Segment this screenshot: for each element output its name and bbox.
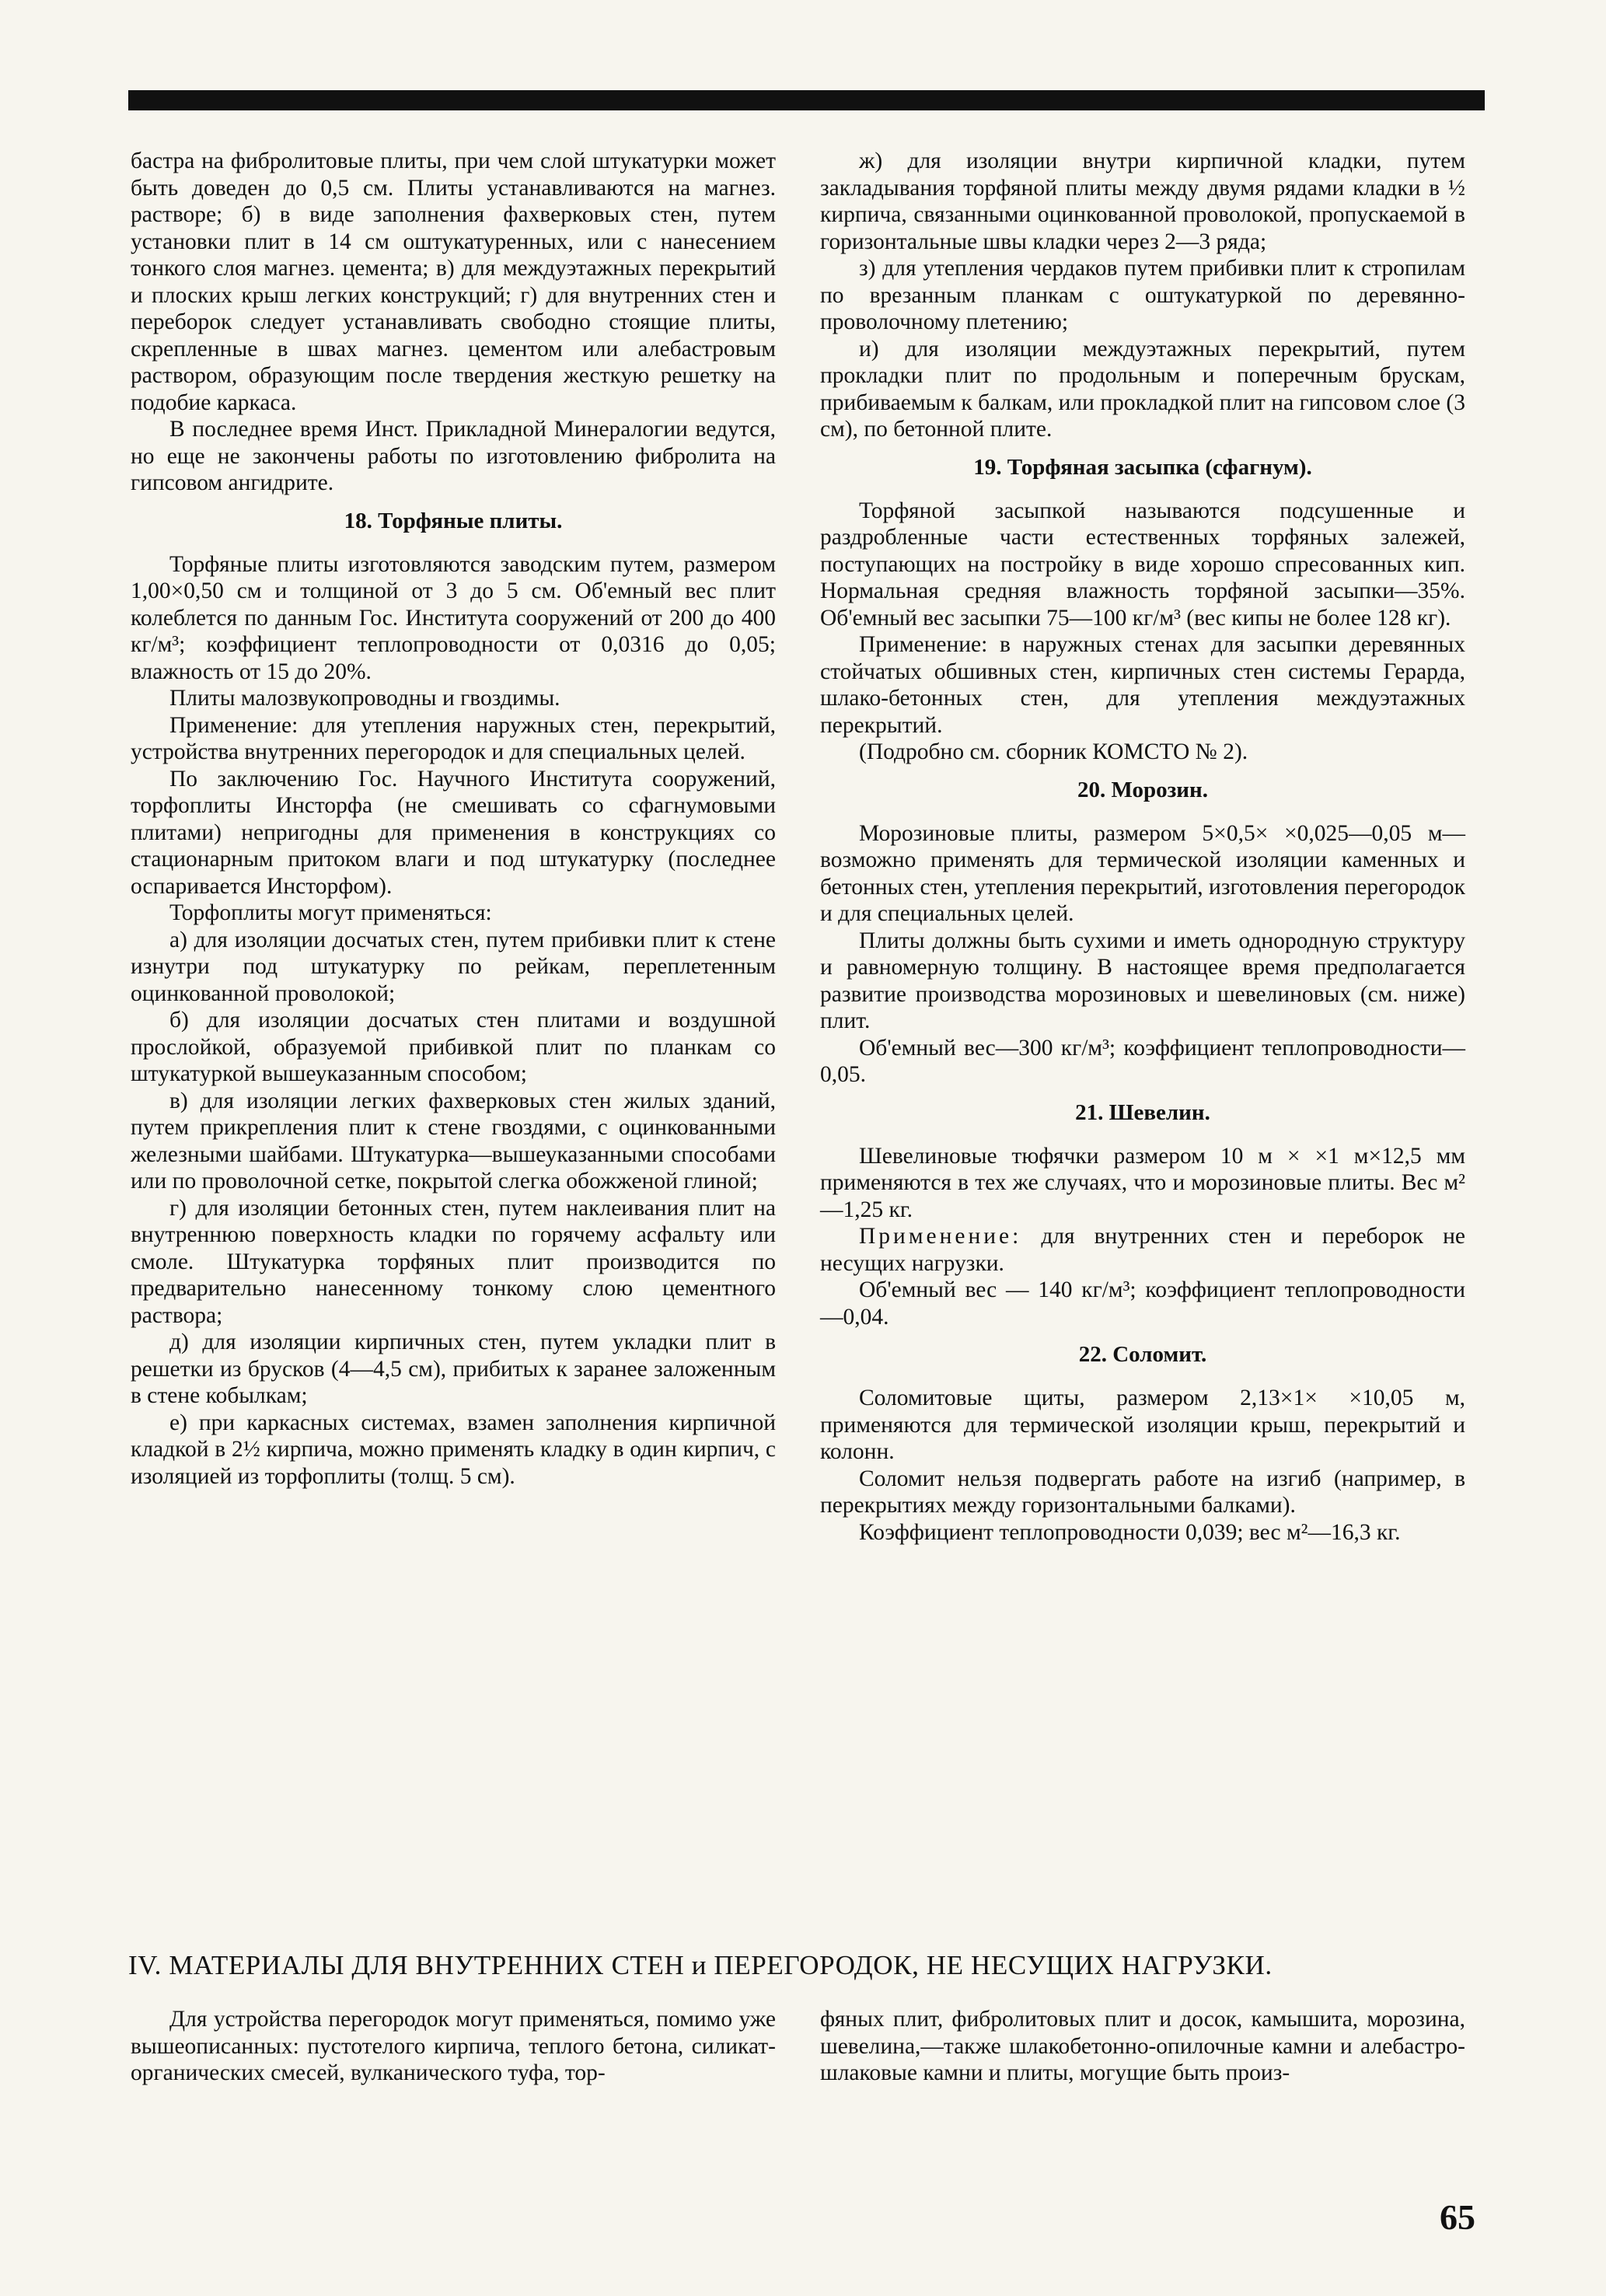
paragraph: бастра на фибролитовые плиты, при чем слой штукатурки может быть доведен до 0,5 см. Плиты устанавливаются на магнез. растворе; б) в виде заполнения фахверковых стен, путем установки плит в 14 см оштукатуренных, или с нанесением тонкого слоя магнез. цемента; в) для междуэтажных перекрытий и плоских крыш легких конструкций; г) для внутренних стен и переборок следует устанавливать свободно стоящие плиты, скрепленные в швах магнез. цементом или алебастровым раствором, образующим после твердения жесткую решетку на подобие каркаса. (131, 149, 776, 415)
paragraph: и) для изоляции междуэтажных перекрытий, путем прокладки плит по продольным и поперечным брускам, прибиваемым к балкам, или прокладкой плит на гипсовом слое (3 см), по бетонной плите. (820, 336, 1465, 442)
left-column (131, 148, 776, 1490)
paragraph: Применение: для утепления наружных стен, перекрытий, устройства внутренних перегородок и для специальных целей. (131, 712, 776, 764)
paragraph: Торфоплиты могут применяться: (169, 900, 492, 925)
section-heading: IV. МАТЕРИАЛЫ ДЛЯ ВНУТРЕННИХ СТЕН и ПЕРЕГОРОДОК, НЕ НЕСУЩИХ НАГРУЗКИ. (128, 1950, 1273, 1980)
paragraph: Коэффициент теплопроводности 0,039; вес м²—16,3 кг. (859, 1519, 1401, 1545)
paragraph: Плиты малозвукопроводны и гвоздимы. (169, 686, 560, 711)
paragraph: Применение: в наружных стенах для засыпки деревянных стойчатых обшивных стен, кирпичных стен системы Герарда, шлако-бетонных стен, для утепления междуэтажных перекрытий. (820, 632, 1465, 738)
paragraph: ж) для изоляции внутри кирпичной кладки, путем закладывания торфяной плиты между двумя рядами кладки в ½ кирпича, связанными оцинкованной проволокой, пропускаемой в горизонтальные швы кладки через 2—3 ряда; (820, 149, 1465, 254)
section-subheading: 21. Шевелин. (1075, 1099, 1210, 1125)
page-number: 65 (1440, 2197, 1475, 2237)
paragraph: з) для утепления чердаков путем прибивки плит к стропилам по врезанным планкам с оштукатуркой по деревянно-проволочному плетению; (820, 256, 1465, 334)
top-rule (128, 90, 1485, 110)
paragraph: Об'емный вес — 140 кг/м³; коэффициент теплопроводности—0,04. (820, 1277, 1465, 1330)
paragraph: (Подробно см. сборник КОМСТО № 2). (859, 739, 1248, 764)
paragraph: Для устройства перегородок могут применяться, помимо уже вышеописанных: пустотелого кирпича, теплого бетона, силикат-органических смесей, вулканического туфа, тор- (131, 2007, 776, 2085)
bottom-right-paragraph (820, 2006, 1465, 2087)
paragraph: д) для изоляции кирпичных стен, путем укладки плит в решетки из брусков (4—4,5 см), прибитых к заранее заложенным в стене кобылкам; (131, 1330, 776, 1408)
paragraph: Морозиновые плиты, размером 5×0,5× ×0,025—0,05 м—возможно применять для термической изоляции каменных и бетонных стен, утепления перекрытий, изготовления перегородок и для специальных целей. (820, 820, 1465, 926)
spaced-lead: Применение: (859, 1224, 1022, 1249)
paragraph: Плиты должны быть сухими и иметь однородную структуру и равномерную толщину. В настоящее время предполагается развитие производства морозиновых и шевелиновых (см. ниже) плит. (820, 928, 1465, 1033)
paragraph: По заключению Гос. Научного Института сооружений, торфоплиты Инсторфа (не смешивать со сфагнумовыми плитами) непригодны для применения в конструкциях со стационарным притоком влаги и под штукатурку (последнее оспаривается Инсторфом). (131, 766, 776, 899)
paragraph: Соломит нельзя подвергать работе на изгиб (например, в перекрытиях между горизонтальными балками). (820, 1466, 1465, 1518)
paragraph (820, 1223, 1465, 1277)
section-subheading: 18. Торфяные плиты. (344, 508, 563, 533)
paragraph: е) при каркасных системах, взамен заполнения кирпичной кладкой в 2½ кирпича, можно применять кладку в один кирпич, с изоляцией из торфоплиты (толщ. 5 см). (131, 1410, 776, 1489)
paragraph: В последнее время Инст. Прикладной Минералогии ведутся, но еще не закончены работы по изготовлению фибролита на гипсовом ангидрите. (131, 417, 776, 495)
paragraph-text: для внутренних стен и переборок не несущих нагрузки. (820, 1224, 1465, 1276)
section-subheading: 20. Морозин. (1077, 777, 1208, 802)
bottom-left-paragraph (131, 2006, 776, 2087)
section-subheading: 19. Торфяная засыпка (сфагнум). (973, 454, 1312, 480)
paragraph: Торфяные плиты изготовляются заводским путем, размером 1,00×0,50 см и толщиной от 3 до 5 см. Об'емный вес плит колеблется по данным Гос. Института сооружений от 200 до 400 кг/м³; коэффициент теплопроводности от 0,0316 до 0,05; влажность от 15 до 20%. (131, 551, 776, 684)
paragraph: фяных плит, фибролитовых плит и досок, камышита, морозина, шевелина,—также шлакобетонно-опилочные камни и алебастро-шлаковые камни и плиты, могущие быть произ- (820, 2007, 1465, 2085)
paragraph: г) для изоляции бетонных стен, путем наклеивания плит на внутреннюю поверхность кладки по горячему асфальту или смоле. Штукатурка торфяных плит производится по предварительно нанесенному тонкому слою цементного раствора; (131, 1195, 776, 1328)
paragraph: Шевелиновые тюфячки размером 10 м × ×1 м×12,5 мм применяются в тех же случаях, что и морозиновые плиты. Вес м²—1,25 кг. (820, 1143, 1465, 1222)
right-column (820, 148, 1465, 1546)
paragraph: в) для изоляции легких фахверковых стен жилых зданий, путем прикрепления плит к стене гвоздями, с оцинкованными железными шайбами. Штукатурка—вышеуказанными способами или по проволочной сетке, покрытой слегка обожженой глиной; (131, 1088, 776, 1193)
paragraph: Торфяной засыпкой называются подсушенные и раздробленные части естественных торфяных залежей, поступающих на постройку в виде хорошо спресованных кип. Нормальная средняя влажность торфяной засыпки—35%. Об'емный вес засыпки 75—100 кг/м³ (вес кипы не более 128 кг). (820, 498, 1465, 631)
paragraph: Соломитовые щиты, размером 2,13×1× ×10,05 м, применяются для термической изоляции крыш, перекрытий и колонн. (820, 1386, 1465, 1464)
paragraph: Об'емный вес—300 кг/м³; коэффициент теплопроводности—0,05. (820, 1035, 1465, 1087)
paragraph: б) для изоляции досчатых стен плитами и воздушной прослойкой, образуемой прибивкой плит по планкам со штукатуркой вышеуказанным способом; (131, 1008, 776, 1086)
section-subheading: 22. Соломит. (1078, 1342, 1207, 1367)
paragraph: а) для изоляции досчатых стен, путем прибивки плит к стене изнутри под штукатурку по рейкам, переплетенным оцинкованной проволокой; (131, 927, 776, 1006)
